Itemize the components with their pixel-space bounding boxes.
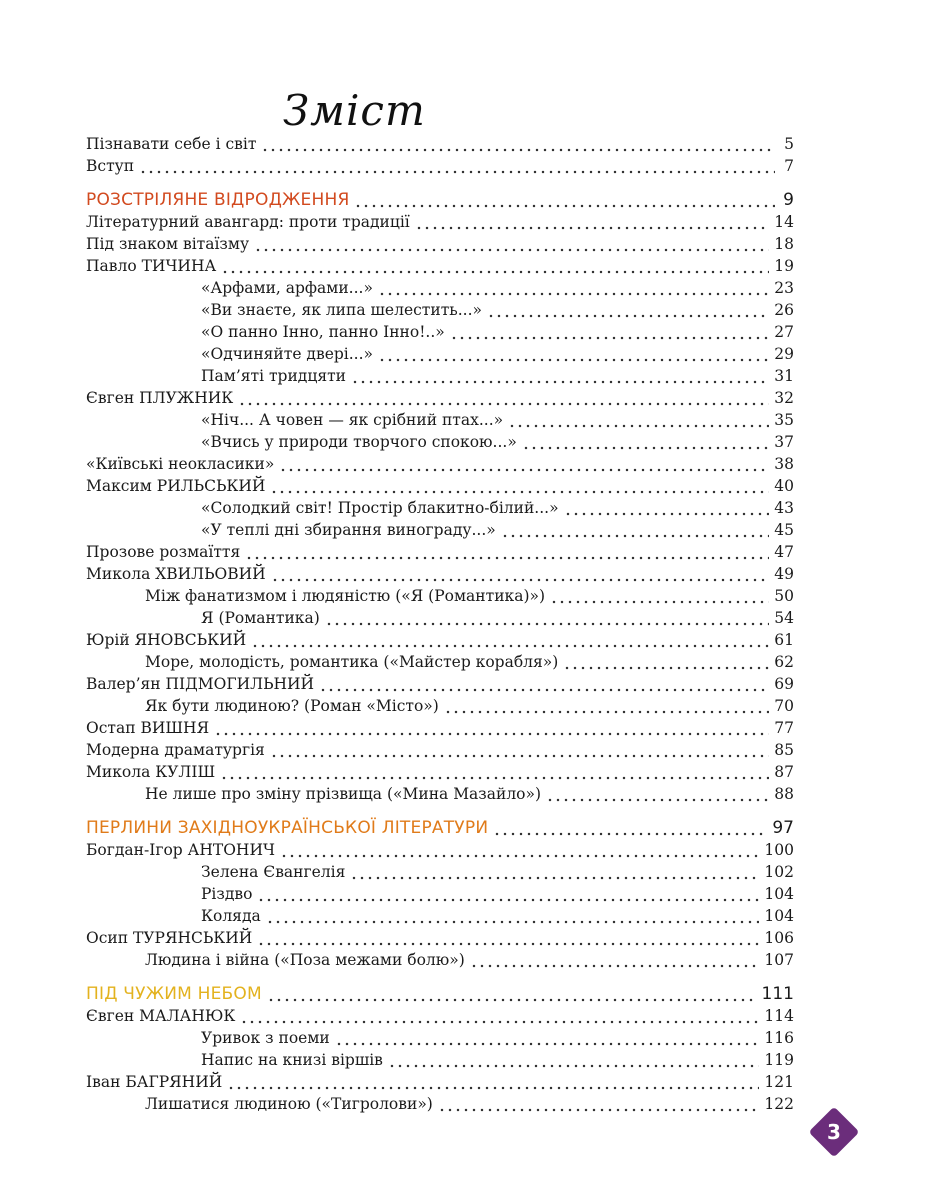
page-ref: 97 [772,818,794,838]
toc-entry[interactable] [86,364,794,386]
toc-entry[interactable] [86,518,794,540]
entry-title: Богдан-Ігор АНТОНИЧ [86,841,275,859]
page-ref: 88 [774,785,794,803]
dot-leader [280,842,759,860]
toc-entry[interactable] [86,1026,794,1048]
page-number: 3 [827,1120,841,1144]
entry-title: Коляда [201,907,261,925]
dot-leader [564,500,770,518]
toc-entry[interactable] [86,1070,794,1092]
section-gap [86,176,794,188]
entry-title: «Київські неокласики» [86,455,275,473]
page-ref: 116 [764,1029,794,1047]
page-ref: 106 [764,929,794,947]
toc-entry[interactable] [86,320,794,342]
dot-leader [319,676,769,694]
toc-entry[interactable] [86,584,794,606]
dot-leader [221,258,769,276]
entry-title: «Арфами, арфами...» [201,279,373,297]
dot-leader [378,280,769,298]
dot-leader [261,136,775,154]
dot-leader [388,1052,759,1070]
entry-title: Не лише про зміну прізвища («Мина Мазайло») [145,785,542,803]
table-of-contents [86,132,794,1114]
dot-leader [254,236,769,254]
toc-entry[interactable] [86,948,794,970]
toc-entry[interactable] [86,540,794,562]
toc-entry[interactable] [86,760,794,782]
page-ref: 122 [764,1095,794,1113]
dot-leader [378,346,769,364]
toc-section-heading[interactable] [86,816,794,838]
entry-title: «Одчиняйте двері...» [201,345,374,363]
toc-entry[interactable] [86,738,794,760]
dot-leader [270,742,769,760]
entry-title: Я (Романтика) [201,609,320,627]
toc-entry[interactable] [86,210,794,232]
page-ref: 43 [774,499,794,517]
page-ref: 100 [764,841,794,859]
entry-title: Микола ХВИЛЬОВИЙ [86,565,266,583]
section-title: ПІД ЧУЖИМ НЕБОМ [86,984,262,1004]
dot-leader [271,566,770,584]
toc-entry[interactable] [86,452,794,474]
page-ref: 77 [774,719,794,737]
toc-entry[interactable] [86,860,794,882]
page-ref: 37 [774,433,794,451]
dot-leader [139,158,775,176]
entry-title: «У теплі дні збирання винограду...» [201,521,496,539]
dot-leader [438,1096,760,1114]
toc-entry[interactable] [86,342,794,364]
dot-leader [493,820,767,838]
page-ref: 23 [774,279,794,297]
dot-leader [240,1008,759,1026]
dot-leader [214,720,769,738]
entry-title: Між фанатизмом і людяністю («Я (Романтика)») [145,587,546,605]
page-ref: 38 [774,455,794,473]
section-gap [86,804,794,816]
entry-title: Літературний авангард: проти традиції [86,213,410,231]
page-ref: 49 [774,565,794,583]
entry-title: Павло ТИЧИНА [86,257,217,275]
entry-title: Уривок з поеми [201,1029,330,1047]
page-ref: 47 [774,543,794,561]
dot-leader [550,588,769,606]
dot-leader [325,610,770,628]
page-ref: 31 [774,367,794,385]
dot-leader [546,786,769,804]
page-ref: 119 [764,1051,794,1069]
dot-leader [279,456,769,474]
entry-title: Валер’ян ПІДМОГИЛЬНИЙ [86,675,315,693]
section-title: РОЗСТРІЛЯНЕ ВІДРОДЖЕННЯ [86,190,350,210]
dot-leader [335,1030,760,1048]
toc-entry[interactable] [86,430,794,452]
page-ref: 29 [774,345,794,363]
entry-title: Максим РИЛЬСЬКИЙ [86,477,266,495]
toc-section-heading[interactable] [86,188,794,210]
toc-entry[interactable] [86,672,794,694]
toc-entry[interactable] [86,1092,794,1114]
dot-leader [267,986,757,1004]
page-ref: 50 [774,587,794,605]
page-ref: 54 [774,609,794,627]
toc-entry[interactable] [86,496,794,518]
page-ref: 85 [774,741,794,759]
page-ref: 121 [764,1073,794,1091]
page-ref: 5 [784,135,794,153]
section-title: ПЕРЛИНИ ЗАХІДНОУКРАЇНСЬКОЇ ЛІТЕРАТУРИ [86,818,489,838]
toc-entry[interactable] [86,298,794,320]
entry-title: Море, молодість, романтика («Майстер корабля») [145,653,559,671]
entry-title: «Вчись у природи творчого спокою...» [201,433,517,451]
entry-title: Євген МАЛАНЮК [86,1007,236,1025]
page-ref: 70 [774,697,794,715]
toc-entry[interactable] [86,904,794,926]
entry-title: Пам’яті тридцяти [201,367,347,385]
dot-leader [227,1074,759,1092]
page-ref: 107 [764,951,794,969]
entry-title: Вступ [86,157,135,175]
dot-leader [266,908,760,926]
page-ref: 104 [764,885,794,903]
toc-entry[interactable] [86,562,794,584]
entry-title: Різдво [201,885,253,903]
toc-entry[interactable] [86,628,794,650]
page-title: Зміст [283,86,426,135]
entry-title: Модерна драматургія [86,741,265,759]
toc-entry[interactable] [86,782,794,804]
page-ref: 26 [774,301,794,319]
page-ref: 102 [764,863,794,881]
page-ref: 35 [774,411,794,429]
entry-title: «Ніч... А човен — як срібний птах...» [201,411,504,429]
entry-title: Микола КУЛІШ [86,763,216,781]
dot-leader [487,302,769,320]
dot-leader [270,478,769,496]
dot-leader [257,886,759,904]
toc-entry[interactable] [86,606,794,628]
page-ref: 32 [774,389,794,407]
dot-leader [257,930,759,948]
dot-leader [450,324,770,342]
dot-leader [220,764,769,782]
entry-title: Іван БАГРЯНИЙ [86,1073,223,1091]
dot-leader [351,368,769,386]
toc-entry[interactable] [86,408,794,430]
entry-title: «Ви знаєте, як липа шелестить...» [201,301,482,319]
page-ref: 27 [774,323,794,341]
page-ref: 111 [761,984,794,1004]
entry-title: Прозове розмаїття [86,543,241,561]
toc-entry[interactable] [86,132,794,154]
dot-leader [563,654,769,672]
entry-title: Як бути людиною? (Роман «Місто») [145,697,439,715]
entry-title: «О панно Інно, панно Інно!..» [201,323,445,341]
entry-title: Пізнавати себе і світ [86,135,257,153]
toc-entry[interactable] [86,1048,794,1070]
toc-entry[interactable] [86,232,794,254]
toc-entry[interactable] [86,276,794,298]
page-ref: 18 [774,235,794,253]
section-gap [86,970,794,982]
dot-leader [354,192,775,210]
page-ref: 69 [774,675,794,693]
dot-leader [522,434,769,452]
entry-title: Напис на книзі віршів [201,1051,383,1069]
dot-leader [508,412,769,430]
dot-leader [350,864,759,882]
page-ref: 61 [774,631,794,649]
entry-title: Євген ПЛУЖНИК [86,389,234,407]
page-ref: 45 [774,521,794,539]
page-ref: 9 [783,190,794,210]
dot-leader [415,214,769,232]
toc-entry[interactable] [86,716,794,738]
entry-title: Осип ТУРЯНСЬКИЙ [86,929,253,947]
toc-entry[interactable] [86,154,794,176]
toc-entry[interactable] [86,694,794,716]
entry-title: Під знаком вітаїзму [86,235,250,253]
entry-title: Лишатися людиною («Тигролови») [145,1095,433,1113]
entry-title: «Солодкий світ! Простір блакитно-білий...» [201,499,559,517]
entry-title: Юрій ЯНОВСЬКИЙ [86,631,247,649]
toc-entry[interactable] [86,474,794,496]
page-ref: 62 [774,653,794,671]
page-ref: 40 [774,477,794,495]
page-ref: 114 [764,1007,794,1025]
toc-entry[interactable] [86,926,794,948]
dot-leader [470,952,760,970]
toc-entry[interactable] [86,1004,794,1026]
page-ref: 7 [784,157,794,175]
toc-entry[interactable] [86,386,794,408]
entry-title: Людина і війна («Поза межами болю») [145,951,465,969]
dot-leader [251,632,769,650]
dot-leader [501,522,770,540]
dot-leader [444,698,769,716]
dot-leader [245,544,769,562]
page-number-badge [806,1104,862,1160]
entry-title: Зелена Євангелія [201,863,346,881]
dot-leader [238,390,769,408]
page-ref: 14 [774,213,794,231]
toc-section-heading[interactable] [86,982,794,1004]
page-ref: 87 [774,763,794,781]
toc-entry[interactable] [86,882,794,904]
page-ref: 19 [774,257,794,275]
toc-entry[interactable] [86,650,794,672]
toc-entry[interactable] [86,254,794,276]
page-ref: 104 [764,907,794,925]
toc-entry[interactable] [86,838,794,860]
entry-title: Остап ВИШНЯ [86,719,210,737]
